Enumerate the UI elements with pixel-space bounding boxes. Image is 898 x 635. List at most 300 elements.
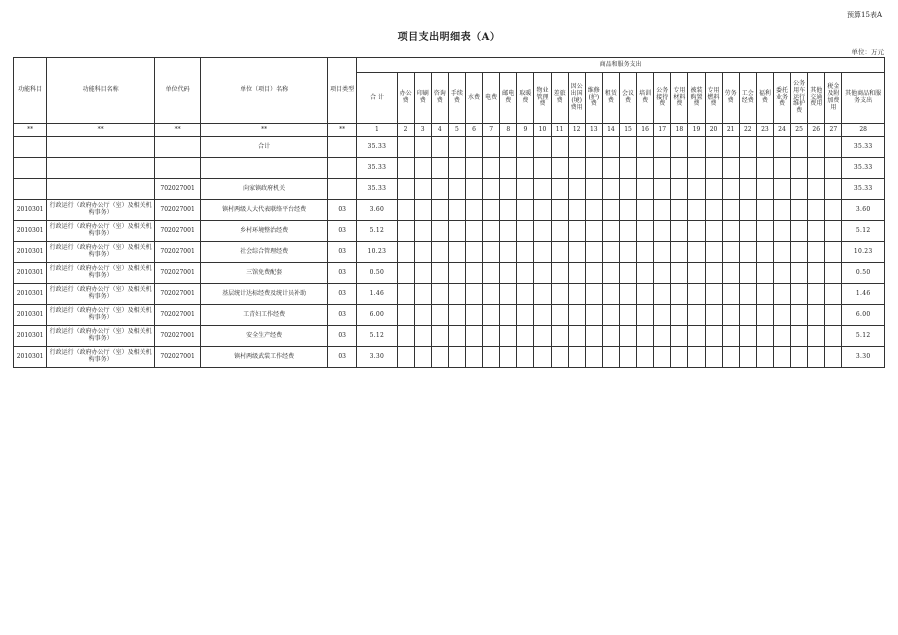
cell-func-name: 行政运行（政府办公厅（室）及相关机构事务） [47,200,155,221]
cell-empty [414,137,431,158]
cell-unit-code: 702027001 [154,179,200,200]
cell-empty [568,284,585,305]
cell-empty [688,137,705,158]
cell-empty [534,242,551,263]
cell-other-goods-services: 3.60 [842,200,885,221]
cell-empty [568,263,585,284]
cell-other-goods-services: 3.30 [842,347,885,368]
header-column-number: 16 [637,124,654,137]
cell-empty [414,158,431,179]
cell-empty [602,263,619,284]
header-column-number: 22 [739,124,756,137]
cell-empty [654,242,671,263]
table-row [14,284,885,305]
cell-empty [825,305,842,326]
cell-empty [551,284,568,305]
cell-empty [773,137,790,158]
cell-func-code [14,179,47,200]
cell-empty [739,200,756,221]
cell-unit-name: 乡村环境整治经费 [201,221,328,242]
cell-func-code: 2010301 [14,242,47,263]
cell-empty [397,221,414,242]
cell-empty [517,347,534,368]
cell-project-type: 03 [328,347,357,368]
cell-empty [808,305,825,326]
cell-project-type: 03 [328,221,357,242]
cell-empty [654,179,671,200]
cell-unit-name: 镇村两级武装工作经费 [201,347,328,368]
cell-empty [465,326,482,347]
cell-empty [705,137,722,158]
cell-empty [431,284,448,305]
cell-unit-code [154,158,200,179]
cell-empty [585,347,602,368]
cell-project-type [328,137,357,158]
header-star-marker: ** [47,124,155,137]
cell-empty [414,305,431,326]
cell-empty [517,221,534,242]
cell-empty [483,158,500,179]
cell-empty [568,326,585,347]
header-sub-column: 办公费 [397,73,414,124]
cell-empty [414,326,431,347]
header-column-number: 19 [688,124,705,137]
cell-empty [825,263,842,284]
cell-project-type [328,158,357,179]
cell-empty [739,242,756,263]
cell-empty [619,284,636,305]
cell-empty [602,347,619,368]
cell-empty [654,347,671,368]
header-column-number: 6 [465,124,482,137]
cell-empty [722,158,739,179]
cell-empty [500,326,517,347]
cell-unit-code: 702027001 [154,242,200,263]
cell-other-goods-services: 35.33 [842,179,885,200]
cell-unit-name: 合计 [201,137,328,158]
cell-empty [534,326,551,347]
header-sub-column: 物业管理费 [534,73,551,124]
cell-empty [705,158,722,179]
cell-empty [671,326,688,347]
cell-empty [431,200,448,221]
cell-empty [500,221,517,242]
cell-empty [722,179,739,200]
cell-empty [722,221,739,242]
cell-empty [671,263,688,284]
cell-total: 3.60 [357,200,397,221]
cell-unit-code: 702027001 [154,263,200,284]
cell-empty [688,179,705,200]
cell-empty [465,179,482,200]
header-column-number: 9 [517,124,534,137]
cell-empty [637,326,654,347]
cell-project-type: 03 [328,284,357,305]
cell-empty [671,221,688,242]
cell-func-code: 2010301 [14,305,47,326]
cell-total: 5.12 [357,221,397,242]
cell-empty [551,347,568,368]
cell-other-goods-services: 5.12 [842,326,885,347]
cell-empty [756,242,773,263]
cell-unit-name: 三馆免费配套 [201,263,328,284]
cell-empty [568,347,585,368]
header-sub-column: 维修(护)费 [585,73,602,124]
cell-empty [585,200,602,221]
cell-empty [688,284,705,305]
cell-empty [534,179,551,200]
cell-empty [671,158,688,179]
cell-empty [619,242,636,263]
cell-empty [397,305,414,326]
cell-empty [654,137,671,158]
cell-empty [397,200,414,221]
cell-func-code: 2010301 [14,347,47,368]
cell-empty [637,284,654,305]
header-column-number: 8 [500,124,517,137]
header-sub-column: 其他交通费用 [808,73,825,124]
cell-unit-code [154,137,200,158]
cell-empty [585,326,602,347]
cell-empty [791,179,808,200]
cell-empty [739,284,756,305]
cell-func-name: 行政运行（政府办公厅（室）及相关机构事务） [47,305,155,326]
cell-func-code: 2010301 [14,200,47,221]
cell-empty [739,137,756,158]
cell-empty [500,242,517,263]
cell-total: 35.33 [357,179,397,200]
cell-unit-name: 镇村两级人大代表联络平台经费 [201,200,328,221]
cell-empty [568,221,585,242]
cell-empty [602,305,619,326]
cell-project-type: 03 [328,305,357,326]
cell-empty [808,179,825,200]
cell-empty [483,263,500,284]
cell-empty [585,284,602,305]
cell-empty [465,305,482,326]
cell-empty [756,221,773,242]
cell-empty [825,326,842,347]
cell-empty [705,263,722,284]
table-row [14,326,885,347]
cell-empty [431,137,448,158]
header-sub-column: 印刷费 [414,73,431,124]
cell-empty [808,158,825,179]
cell-empty [551,221,568,242]
cell-total: 10.23 [357,242,397,263]
cell-empty [483,242,500,263]
cell-empty [773,347,790,368]
cell-empty [637,221,654,242]
cell-empty [671,242,688,263]
cell-empty [465,221,482,242]
table-row [14,347,885,368]
cell-empty [619,263,636,284]
cell-empty [483,179,500,200]
cell-empty [773,179,790,200]
header-column-number: 11 [551,124,568,137]
cell-func-name: 行政运行（政府办公厅（室）及相关机构事务） [47,326,155,347]
header-sub-column: 差旅费 [551,73,568,124]
cell-func-name: 行政运行（政府办公厅（室）及相关机构事务） [47,284,155,305]
cell-empty [414,284,431,305]
cell-empty [773,326,790,347]
cell-unit-name: 基层统计达标经费及统计员补助 [201,284,328,305]
cell-empty [688,221,705,242]
cell-other-goods-services: 35.33 [842,158,885,179]
cell-empty [825,200,842,221]
cell-empty [619,137,636,158]
cell-empty [688,347,705,368]
unit-label: 单位：万元 [851,48,884,56]
table-row [14,179,885,200]
header-column-number: 24 [773,124,790,137]
cell-empty [773,221,790,242]
cell-empty [431,158,448,179]
header-goods-services-group: 商品和服务支出 [357,58,885,73]
cell-empty [397,158,414,179]
cell-empty [654,263,671,284]
cell-empty [808,263,825,284]
header-column-number: 15 [619,124,636,137]
cell-empty [619,158,636,179]
cell-empty [791,137,808,158]
cell-empty [688,326,705,347]
cell-func-name: 行政运行（政府办公厅（室）及相关机构事务） [47,242,155,263]
cell-func-code: 2010301 [14,326,47,347]
cell-empty [414,263,431,284]
cell-total: 5.12 [357,326,397,347]
cell-empty [568,200,585,221]
cell-empty [500,200,517,221]
cell-other-goods-services: 35.33 [842,137,885,158]
header-sub-column: 公务用车运行维护费 [791,73,808,124]
cell-empty [500,263,517,284]
cell-empty [448,158,465,179]
cell-empty [825,347,842,368]
cell-empty [568,158,585,179]
cell-empty [756,284,773,305]
cell-empty [791,305,808,326]
header-column-number: 14 [602,124,619,137]
cell-empty [568,137,585,158]
cell-empty [414,221,431,242]
cell-empty [722,242,739,263]
cell-empty [448,242,465,263]
cell-empty [483,305,500,326]
header-column-number: 27 [825,124,842,137]
cell-project-type: 03 [328,242,357,263]
cell-empty [705,284,722,305]
cell-empty [448,347,465,368]
cell-empty [637,263,654,284]
header-star-marker: ** [154,124,200,137]
header-column-number: 2 [397,124,414,137]
cell-empty [739,347,756,368]
cell-empty [602,200,619,221]
cell-empty [431,305,448,326]
header-sub-column: 培训费 [637,73,654,124]
cell-empty [654,326,671,347]
cell-empty [483,347,500,368]
cell-project-type [328,179,357,200]
cell-empty [585,263,602,284]
cell-empty [791,242,808,263]
cell-empty [431,179,448,200]
table-row [14,137,885,158]
cell-empty [431,221,448,242]
header-unit-code: 单位代码 [154,58,200,124]
cell-empty [654,158,671,179]
cell-empty [756,263,773,284]
cell-empty [500,137,517,158]
header-sub-column: 电费 [483,73,500,124]
cell-empty [397,242,414,263]
cell-empty [551,263,568,284]
cell-empty [483,200,500,221]
cell-unit-name: 向家镇政府机关 [201,179,328,200]
cell-empty [808,200,825,221]
cell-other-goods-services: 0.50 [842,263,885,284]
cell-empty [551,137,568,158]
header-sub-column: 委托业务费 [773,73,790,124]
cell-empty [517,179,534,200]
cell-empty [739,179,756,200]
cell-empty [671,200,688,221]
cell-empty [637,347,654,368]
header-sub-column: 咨询费 [431,73,448,124]
header-other-goods-services: 其他商品和服务支出 [842,73,885,124]
cell-unit-name: 社会综合管理经费 [201,242,328,263]
header-star-marker: ** [201,124,328,137]
cell-empty [619,179,636,200]
cell-total: 1.46 [357,284,397,305]
header-sub-column: 专用材料费 [671,73,688,124]
cell-empty [585,242,602,263]
cell-empty [431,242,448,263]
cell-empty [602,326,619,347]
cell-func-name [47,179,155,200]
cell-empty [705,221,722,242]
table-row [14,221,885,242]
header-sub-column: 工会经费 [739,73,756,124]
cell-empty [517,242,534,263]
header-sub-column: 劳务费 [722,73,739,124]
cell-empty [585,158,602,179]
cell-empty [602,158,619,179]
cell-empty [517,263,534,284]
cell-empty [722,284,739,305]
cell-empty [825,158,842,179]
cell-func-code [14,137,47,158]
cell-empty [705,200,722,221]
cell-empty [585,137,602,158]
cell-empty [671,179,688,200]
cell-empty [534,221,551,242]
header-sub-column: 福利费 [756,73,773,124]
cell-empty [517,137,534,158]
cell-empty [637,179,654,200]
header-sub-column: 水费 [465,73,482,124]
cell-empty [637,137,654,158]
cell-empty [397,179,414,200]
cell-empty [534,200,551,221]
cell-empty [619,305,636,326]
table-row [14,242,885,263]
cell-other-goods-services: 10.23 [842,242,885,263]
header-column-number: 7 [483,124,500,137]
cell-empty [500,179,517,200]
cell-project-type: 03 [328,200,357,221]
cell-unit-code: 702027001 [154,326,200,347]
cell-empty [722,263,739,284]
cell-empty [431,263,448,284]
cell-empty [465,158,482,179]
cell-empty [756,326,773,347]
header-total: 合 计 [357,73,397,124]
cell-empty [773,305,790,326]
cell-func-name: 行政运行（政府办公厅（室）及相关机构事务） [47,347,155,368]
cell-empty [756,137,773,158]
cell-empty [534,347,551,368]
header-column-number: 10 [534,124,551,137]
cell-empty [602,221,619,242]
header-column-number: 23 [756,124,773,137]
header-sub-column: 租赁费 [602,73,619,124]
cell-empty [619,200,636,221]
cell-empty [808,347,825,368]
cell-empty [551,200,568,221]
cell-empty [808,137,825,158]
cell-empty [825,242,842,263]
cell-empty [585,179,602,200]
cell-empty [465,284,482,305]
cell-total: 3.30 [357,347,397,368]
expenditure-table [13,57,885,368]
header-sub-column: 因公出国(境)费用 [568,73,585,124]
header-column-number: 3 [414,124,431,137]
cell-func-name: 行政运行（政府办公厅（室）及相关机构事务） [47,263,155,284]
cell-project-type: 03 [328,326,357,347]
cell-empty [551,326,568,347]
cell-empty [448,263,465,284]
cell-empty [500,305,517,326]
table-row [14,263,885,284]
cell-empty [448,326,465,347]
cell-empty [705,242,722,263]
cell-total: 35.33 [357,137,397,158]
cell-empty [414,347,431,368]
cell-empty [825,284,842,305]
cell-total: 35.33 [357,158,397,179]
cell-empty [773,284,790,305]
cell-empty [465,347,482,368]
cell-empty [568,305,585,326]
cell-empty [465,242,482,263]
cell-empty [654,284,671,305]
header-column-number: 4 [431,124,448,137]
cell-empty [791,263,808,284]
header-column-number: 5 [448,124,465,137]
cell-unit-code: 702027001 [154,200,200,221]
cell-unit-code: 702027001 [154,221,200,242]
cell-empty [397,263,414,284]
cell-empty [619,326,636,347]
cell-empty [791,347,808,368]
cell-empty [431,326,448,347]
cell-empty [483,221,500,242]
cell-empty [619,221,636,242]
